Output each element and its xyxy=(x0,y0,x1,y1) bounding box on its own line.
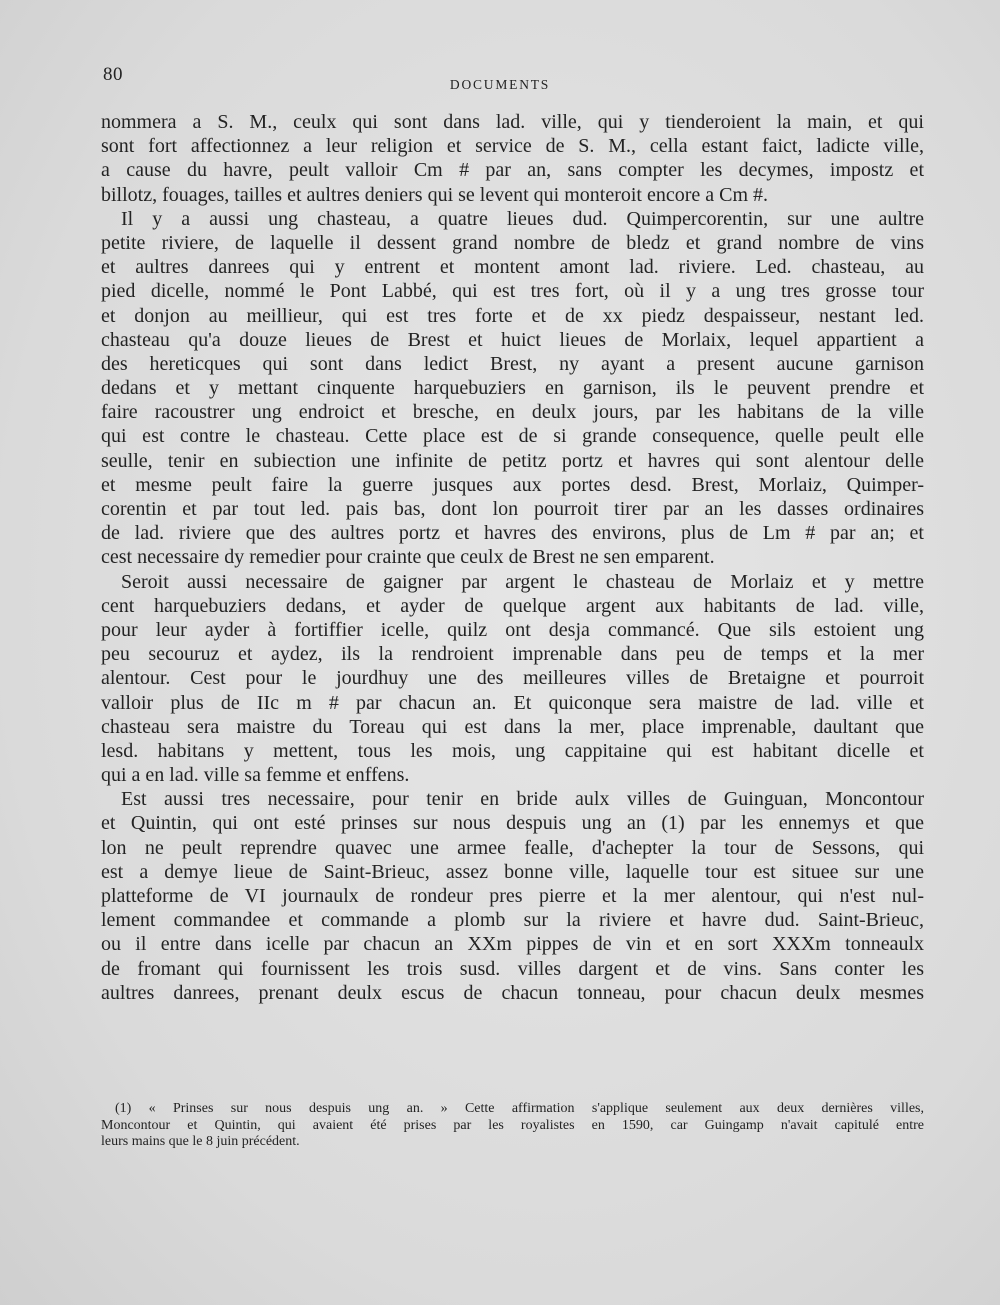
text-line: faire racoustrer ung endroict et bresche, en deulx jours, par les habitans de la ville xyxy=(101,401,924,424)
footnote-line: leurs mains que le 8 juin précédent. xyxy=(101,1134,300,1149)
text-line: dedans et y mettant cinquente harquebuziers en garnison, ils le peuvent prendre et xyxy=(101,377,924,400)
text-line: cent harquebuziers dedans, et ayder de quelque argent aux habitants de lad. ville, xyxy=(101,594,924,617)
text-line: seulle, tenir en subiection une infinite de petitz portz et havres qui sont alentour delle xyxy=(101,449,924,472)
text-line: pied dicelle, nommé le Pont Labbé, qui est tres fort, où il y a ung tres grosse tour xyxy=(101,280,924,303)
text-line: valloir plus de IIc m # par chacun an. Et quiconque sera maistre de lad. ville et xyxy=(101,691,924,714)
text-line: pour leur ayder à fortiffier icelle, quilz ont desja commancé. Que sils estoient ung xyxy=(101,618,924,641)
text-line: billotz, fouages, tailles et aultres deniers qui se levent qui monteroit encore a Cm #. xyxy=(101,183,769,206)
text-line: ou il entre dans icelle par chacun an XXm pippes de vin et en sort XXXm tonneaulx xyxy=(101,933,924,956)
page-number: 80 xyxy=(103,64,123,85)
text-line: est a demye lieue de Saint-Brieuc, assez bonne ville, laquelle tour est situee sur une xyxy=(101,860,924,883)
text-line: peu secouruz et aydez, ils la rendroient imprenable dans peu de temps et la mer xyxy=(101,643,924,666)
text-line: Est aussi tres necessaire, pour tenir en bride aulx villes de Guinguan, Moncontour xyxy=(121,788,924,811)
text-line: chasteau sera maistre du Toreau qui est dans la mer, place imprenable, daultant que xyxy=(101,715,924,738)
text-line: et donjon au meillieur, qui est tres forte et de xx piedz despaisseur, nestant led. xyxy=(101,304,924,327)
text-line: des hereticques qui sont dans ledict Brest, ny ayant a present aucune garnison xyxy=(101,352,924,375)
text-line: sont fort affectionnez a leur religion et service de S. M., cella estant faict, ladicte ville, xyxy=(101,135,924,158)
text-line: de lad. riviere que des aultres portz et havres des environs, plus de Lm # par an; et xyxy=(101,522,924,545)
text-line: Seroit aussi necessaire de gaigner par argent le chasteau de Morlaiz et y mettre xyxy=(121,570,924,593)
footnote-line: (1) « Prinses sur nous despuis ung an. » Cette affirmation s'applique seulement aux deux dernières villes, xyxy=(115,1101,924,1116)
text-line: cest necessaire dy remedier pour crainte que ceulx de Brest ne sen emparent. xyxy=(101,546,715,569)
text-line: platteforme de VI journaulx de rondeur pres pierre et la mer alentour, qui n'est nul- xyxy=(101,885,924,907)
text-line: Il y a aussi ung chasteau, a quatre lieues dud. Quimpercorentin, sur une aultre xyxy=(121,207,924,230)
text-line: de fromant qui fournissent les trois susd. villes dargent et de vins. Sans conter les xyxy=(101,957,924,980)
text-line: et mesme peult faire la guerre jusques aux portes desd. Brest, Morlaiz, Quimper- xyxy=(101,473,924,496)
text-line: alentour. Cest pour le jourdhuy une des meilleures villes de Bretaigne et pourroit xyxy=(101,667,924,690)
text-line: chasteau qu'a douze lieues de Brest et huict lieues de Morlaix, lequel appartient a xyxy=(101,328,924,351)
text-line: qui a en lad. ville sa femme et enffens. xyxy=(101,764,410,787)
text-line: lement commandee et commande a plomb sur la riviere et havre dud. Saint-Brieuc, xyxy=(101,909,924,932)
footnotes xyxy=(101,1101,924,1151)
text-line: corentin et par tout led. pais bas, dont lon pourroit tirer par an les dasses ordinaires xyxy=(101,498,924,520)
running-title: DOCUMENTS xyxy=(449,77,551,92)
text-line: et aultres danrees qui y entrent et montent amont lad. riviere. Led. chasteau, au xyxy=(101,256,924,279)
text-line: aultres danrees, prenant deulx escus de chacun tonneau, pour chacun deulx mesmes xyxy=(101,981,924,1004)
text-line: nommera a S. M., ceulx qui sont dans lad. ville, qui y tienderoient la main, et qui xyxy=(101,111,924,133)
text-line: petite riviere, de laquelle il dessent grand nombre de bledz et grand nombre de vins xyxy=(101,231,924,254)
footnote-line: Moncontour et Quintin, qui avaient été prises par les royalistes en 1590, car Guingamp n'avait capitulé entre xyxy=(101,1117,924,1133)
text-line: qui est contre le chasteau. Cette place est de si grande consequence, quelle peult elle xyxy=(101,425,924,448)
text-line: lesd. habitans y mettent, tous les mois, ung cappitaine qui est habitant dicelle et xyxy=(101,739,924,762)
text-line: et Quintin, qui ont esté prinses sur nous despuis ung an (1) par les ennemys et que xyxy=(101,812,924,835)
text-line: a cause du havre, peult valloir Cm # par an, sans compter les decymes, impostz et xyxy=(101,159,924,182)
body-text xyxy=(101,110,924,1005)
text-line: lon ne peult reprendre quavec une armee fealle, d'achepter la tour de Sessons, qui xyxy=(101,836,924,859)
